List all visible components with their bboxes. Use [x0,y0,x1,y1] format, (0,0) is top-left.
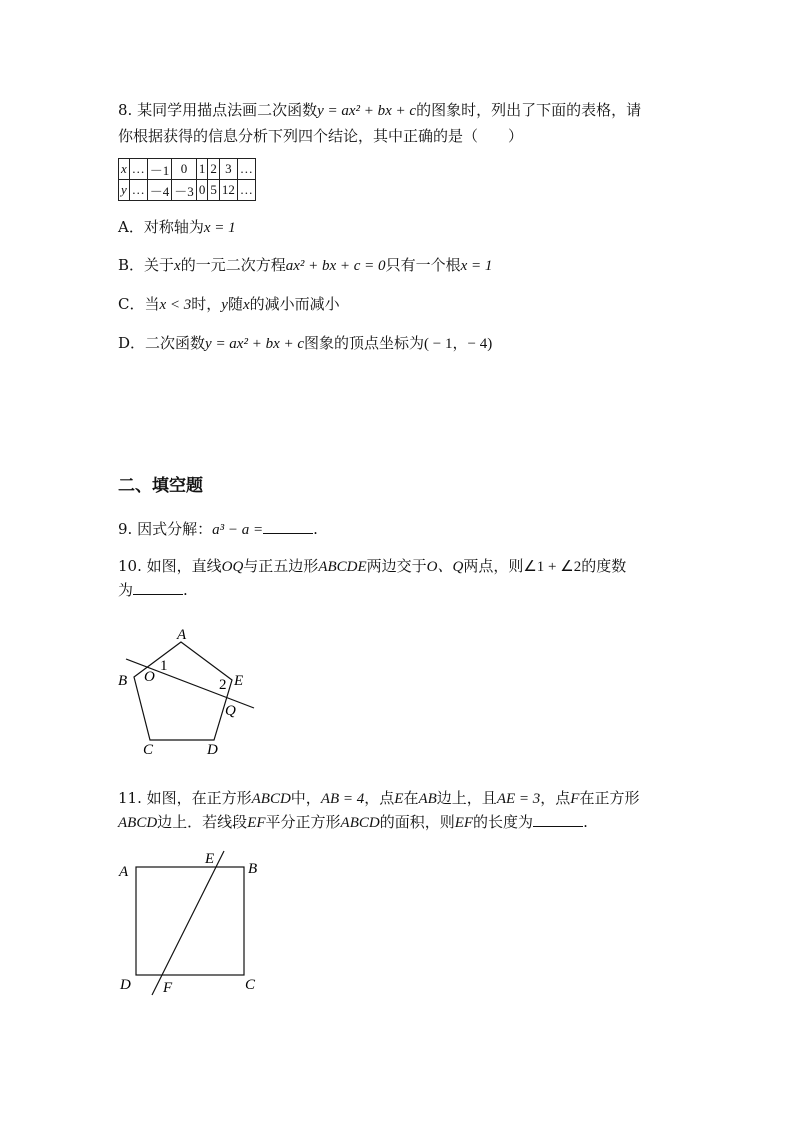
answer-blank [263,519,313,534]
label-c: C [143,742,154,758]
label-angle-1: 1 [160,658,168,674]
q10-line2: 为 . [118,581,188,599]
label-b: B [248,861,258,877]
q8-function: y = ax² + bx + c [317,103,417,119]
label-e: E [234,673,244,689]
table-row-x: x … －1 0 1 2 3 … [119,159,256,180]
square-abcd [136,867,244,975]
q8-value-table [118,158,256,201]
q11-line1: 11. 如图，在正方形ABCD中，AB = 4，点E在AB边上，且AE = 3，点F在正方形 [118,789,640,807]
label-f: F [163,980,173,996]
label-b: B [118,673,128,689]
label-angle-2: 2 [219,677,227,693]
label-a: A [119,864,129,880]
q8-option-b: B．关于x的一元二次方程ax² + bx + c = 0只有一个根x = 1 [118,256,493,274]
label-q: Q [225,703,236,719]
pentagon-abcde [134,642,232,740]
segment-ef [152,851,224,995]
section-title: 二、填空题 [118,476,203,496]
q10-line1: 10. 如图，直线OQ与正五边形ABCDE两边交于O、Q两点，则∠1 + ∠2的度数 [118,557,627,575]
label-e: E [205,851,215,867]
label-c: C [245,977,256,993]
pentagon-figure [110,625,270,760]
q8-option-d: D．二次函数y = ax² + bx + c图象的顶点坐标为( − 1，− 4) [118,334,493,352]
q8-line2: 你根据获得的信息分析下列四个结论，其中正确的是（ ） [118,127,524,145]
q8-option-c: C．当x < 3时，y随x的减小而减小 [118,295,340,313]
label-d: D [207,742,218,758]
q9-line: 9. 因式分解：a³ − a = . [118,520,318,538]
label-d: D [120,977,131,993]
answer-blank [533,812,583,827]
label-a: A [177,627,187,643]
answer-blank [133,580,183,595]
q11-line2: ABCD边上．若线段EF平分正方形ABCD的面积，则EF的长度为 . [118,813,588,831]
q8-line1: 8. 某同学用描点法画二次函数y = ax² + bx + c的图象时，列出了下面的表格，请 [118,101,642,119]
table-row-y: y … －4 －3 0 5 12 … [119,180,256,201]
q8-option-a: A．对称轴为x = 1 [118,218,236,236]
label-o: O [144,669,155,685]
square-figure [110,845,280,1000]
